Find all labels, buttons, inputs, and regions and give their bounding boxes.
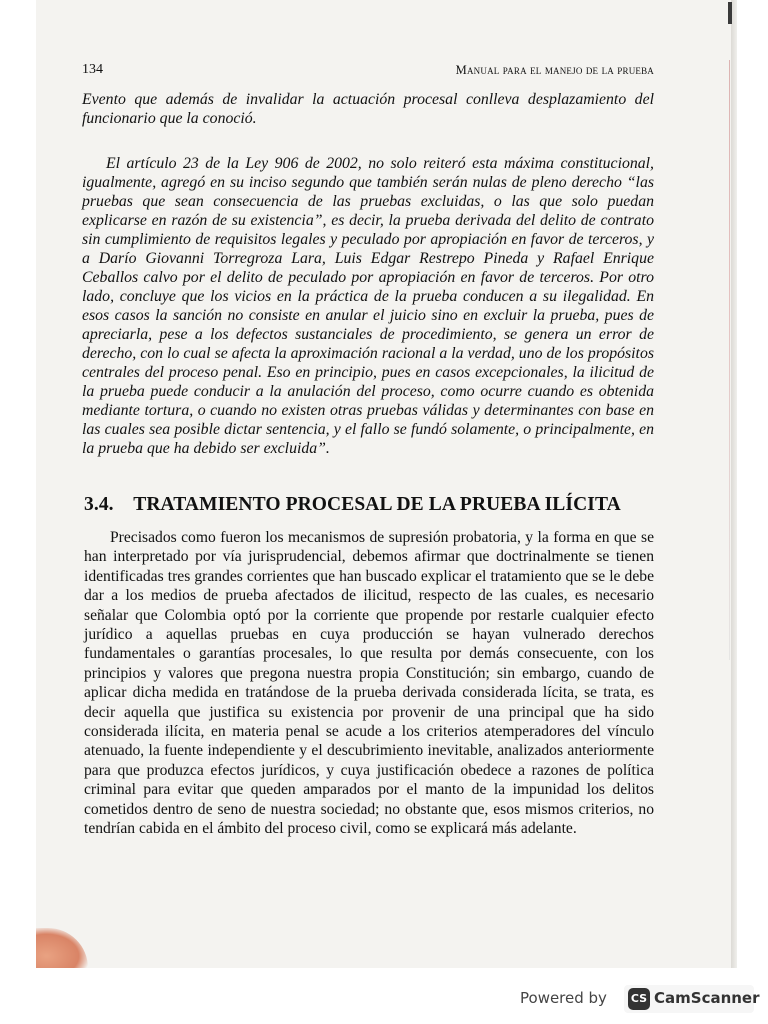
running-header bbox=[82, 62, 654, 80]
page-number: 134 bbox=[82, 62, 103, 77]
powered-by-label: Powered by bbox=[520, 989, 607, 1007]
page-edge bbox=[731, 0, 737, 968]
camscanner-icon: CS bbox=[628, 988, 650, 1010]
section-heading: 3.4. TRATAMIENTO PROCESAL DE LA PRUEBA ILÍCITA bbox=[84, 494, 621, 515]
binding-line bbox=[729, 60, 730, 660]
paragraph-1: Evento que además de invalidar la actuación procesal conlleva desplazamiento del funcionario que la conoció. bbox=[82, 91, 654, 127]
paragraph-2: El artículo 23 de la Ley 906 de 2002, no solo reiteró esta máxima constitucional, igualmente, agregó en su inciso segundo que también serán nulas de pleno derecho “las pruebas que sean consecuencia de las pruebas excluidas, o las que solo puedan explicarse en razón de su existencia”, es decir, la prueba derivada del delito de contrato sin cumplimiento de requisitos legales y peculado por apropiación en favor de terceros, y a Darío Giovanni Torregroza Lara, Luis Edgar Restrepo Pineda y Rafael Enrique Ceballos calvo por el delito de peculado por apropiación en favor de terceros. Por otro lado, concluye que los vicios en la práctica de la prueba conducen a su ilegalidad. En esos casos la sanción no consiste en anular el juicio sino en excluir la prueba, pues de apreciarla, pese a los defectos sustanciales de procedimiento, se genera un error de derecho, con lo cual se afecta la aproximación racional a la verdad, uno de los propósitos centrales del proceso penal. Eso en principio, pues en casos excepcionales, la ilicitud de la prueba puede conducir a la anulación del proceso, como ocurre cuando es obtenida mediante tortura, o cuando no existen otras pruebas válidas y determinantes con base en las cuales sea posible dictar sentencia, y el fallo se fundó solamente, o principalmente, en la prueba que ha debido ser excluida”. bbox=[82, 155, 654, 457]
running-title: Manual para el manejo de la prueba bbox=[455, 63, 654, 77]
section-body: Precisados como fueron los mecanismos de supresión probatoria, y la forma en que se han interpretado por vía jurisprudencial, debemos afirmar que doctrinalmente se tienen identificadas tres grandes corrientes que han buscado explicar el tratamiento que se le debe dar a los medios de prueba afectados de ilicitud, respecto de las cuales, es necesario señalar que Colombia optó por la corriente que propende por restarle cualquier efecto jurídico a aquellas pruebas en cuya producción se hayan vulnerado derechos fundamentales o garantías procesales, lo que resulta por demás consecuente, con los principios y valores que pregona nuestra propia Constitución; sin embargo, cuando de aplicar dicha medida en tratándose de la prueba derivada considerada lícita, se trata, es decir aquella que justifica su existencia por provenir de una principal que ha sido considerada ilícita, en materia penal se acude a los criterios atemperadores del vínculo atenuado, la fuente independiente y el descubrimiento inevitable, analizados anteriormente para que produzca efectos jurídicos, y cuya justificación obedece a razones de política criminal para evitar que queden amparados por el manto de la impunidad los delitos cometidos dentro de seno de nuestra sociedad; no obstante que, esos mismos criterios, no tendrían cabida en el ámbito del proceso civil, como se explicará más adelante. bbox=[84, 529, 654, 838]
camscanner-badge bbox=[624, 985, 760, 1013]
binding-mark bbox=[728, 2, 732, 24]
camscanner-watermark bbox=[520, 980, 760, 1016]
camscanner-brand: CamScanner bbox=[654, 989, 760, 1007]
